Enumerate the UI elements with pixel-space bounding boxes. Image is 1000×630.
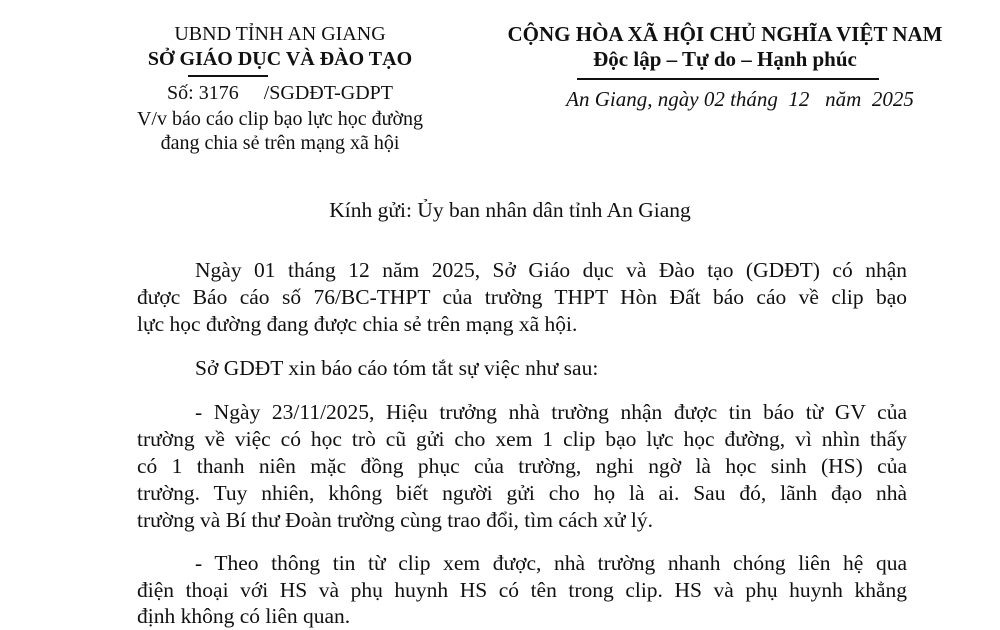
document-number: Số: 3176 /SGDĐT-GDPT xyxy=(167,82,393,104)
body-line: trường về việc có học trò cũ gửi cho xem 1 clip bạo lực học đường, vì nhìn thấy xyxy=(137,427,907,451)
body-line: có 1 thanh niên mặc đồng phục của trường, nghi ngờ là học sinh (HS) của xyxy=(137,454,907,478)
body-line: trường và Bí thư Đoàn trường cùng trao đổi, tìm cách xử lý. xyxy=(137,508,653,532)
body-line: định không có liên quan. xyxy=(137,604,351,628)
department-underline xyxy=(188,75,268,77)
body-line: trường. Tuy nhiên, không biết người gửi cho họ là ai. Sau đó, lãnh đạo nhà xyxy=(137,481,907,505)
national-motto: Độc lập – Tự do – Hạnh phúc xyxy=(593,47,857,71)
agency-name: UBND TỈNH AN GIANG xyxy=(174,23,386,45)
place-date: An Giang, ngày 02 tháng 12 năm 2025 xyxy=(566,87,914,111)
recipient: Kính gửi: Ủy ban nhân dân tỉnh An Giang xyxy=(329,198,691,222)
body-line: - Theo thông tin từ clip xem được, nhà trường nhanh chóng liên hệ qua xyxy=(195,551,907,575)
nation-title: CỘNG HÒA XÃ HỘI CHỦ NGHĨA VIỆT NAM xyxy=(507,22,943,46)
subject-line-1: V/v báo cáo clip bạo lực học đường xyxy=(136,108,424,130)
motto-underline xyxy=(577,78,879,80)
body-line: lực học đường đang được chia sẻ trên mạng xã hội. xyxy=(137,312,578,336)
department-name: SỞ GIÁO DỤC VÀ ĐÀO TẠO xyxy=(147,48,413,70)
body-line: điện thoại với HS và phụ huynh HS có tên trong clip. HS và phụ huynh khẳng xyxy=(137,578,907,602)
body-line: Ngày 01 tháng 12 năm 2025, Sở Giáo dục và Đào tạo (GDĐT) có nhận xyxy=(195,258,907,282)
subject-line-2: đang chia sẻ trên mạng xã hội xyxy=(160,132,400,154)
body-line: Sở GDĐT xin báo cáo tóm tắt sự việc như sau: xyxy=(195,356,599,380)
body-line: được Báo cáo số 76/BC-THPT của trường THPT Hòn Đất báo cáo về clip bạo xyxy=(137,285,907,309)
body-line: - Ngày 23/11/2025, Hiệu trưởng nhà trường nhận được tin báo từ GV của xyxy=(195,400,907,424)
